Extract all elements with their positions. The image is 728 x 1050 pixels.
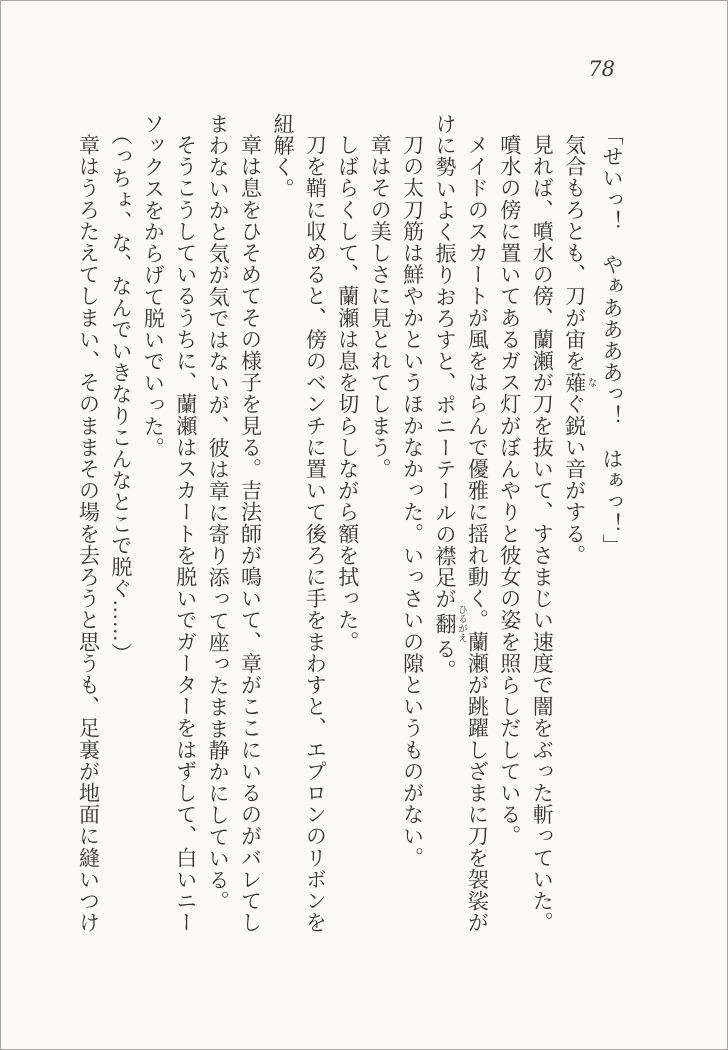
paragraph: 刀の太刀筋は鮮やかというほかなかった。いっさいの隙というものがない。 bbox=[400, 134, 425, 869]
ruby-annotated-kanji: 薙 な bbox=[562, 371, 596, 394]
paragraph: 見れば、噴水の傍、蘭瀬が刀を抜いて、すさまじい速度で闇をぶった斬っていた。 bbox=[530, 134, 555, 934]
paragraph: 章はその美しさに見とれてしまう。 bbox=[368, 134, 393, 480]
paragraph: 気合もろとも、刀が宙を薙 なぐ鋭い音がする。 bbox=[562, 134, 596, 567]
paragraph: 章はうろたえてしまい、そのままその場を去ろうと思うも、足裏が地面に縫いつけ bbox=[76, 134, 101, 934]
paragraph: しばらくして、蘭瀬は息を切らしながら額を拭った。 bbox=[335, 134, 360, 653]
paragraph: 「せいっ！ やぁああああっ！ はぁっ！」 bbox=[600, 123, 624, 556]
page-number: 78 bbox=[588, 57, 615, 81]
paragraph: （っちょ、な、なんでいきなりこんなとこで脱ぐ……） bbox=[108, 123, 133, 664]
ruby-annotated-kanji: 翻 ひるがえ bbox=[432, 604, 466, 643]
body-text bbox=[76, 113, 628, 937]
paragraph: 刀を鞘に収めると、傍のベンチに置いて後ろに手をまわすと、エプロンのリボンを紐解く。 bbox=[270, 113, 328, 934]
paragraph: そうこうしているうちに、蘭瀬はスカートを脱いでガーターをはずして、白いニーソックスをからげて脱いでいった。 bbox=[141, 113, 198, 934]
paragraph: メイドのスカートが風をはらんで優雅に揺れ動く。蘭瀬が跳躍しざまに刀を袈裟がけに勢いよく振りおろすと、ポニーテールの襟足が翻 ひるがえる。 bbox=[432, 113, 490, 934]
paragraph: 噴水の傍に置いてあるガス灯がぼんやりと彼女の姿を照らしだしている。 bbox=[497, 134, 522, 847]
paragraph: 章は息をひそめてその様子を見る。吉法師が鳴いて、章がここにいるのがバレてしまわないかと気が気ではないが、彼は章に寄り添って座ったまま静かにしている。 bbox=[206, 113, 263, 934]
